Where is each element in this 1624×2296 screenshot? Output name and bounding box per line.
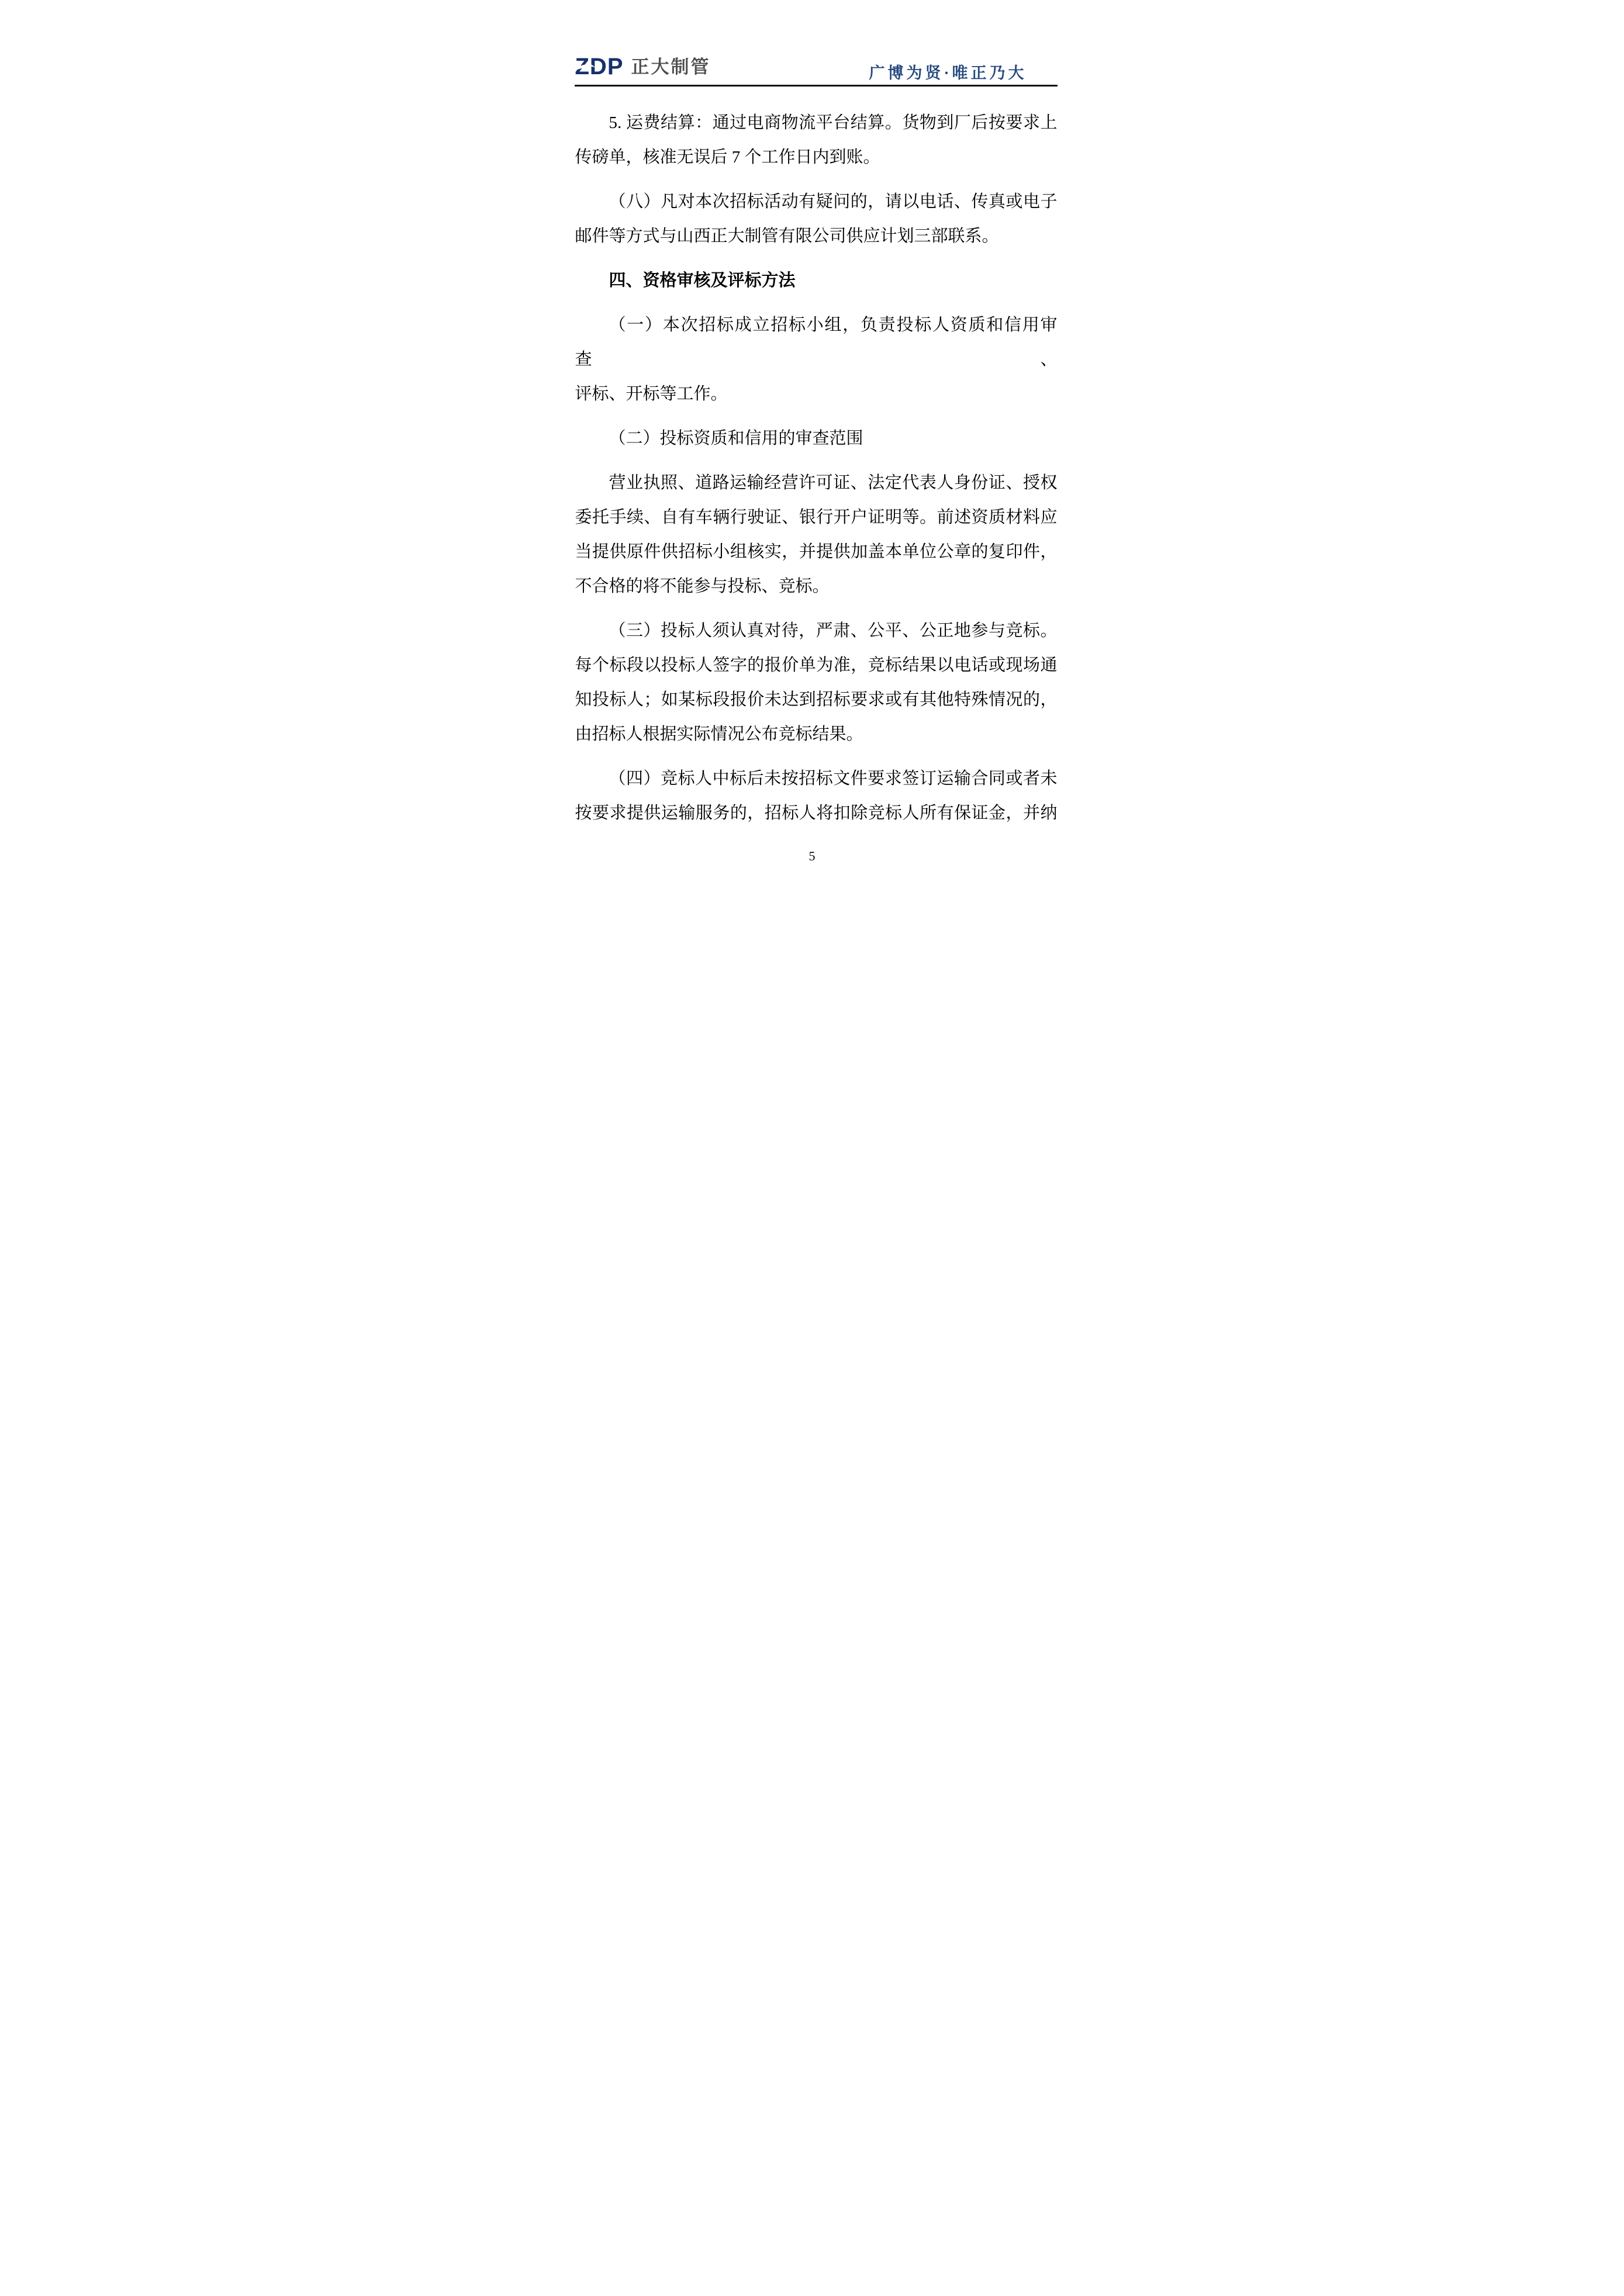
text-line: 每个标段以投标人签字的报价单为准，竞标结果以电话或现场通 xyxy=(575,656,1058,675)
text-line: 邮件等方式与山西正大制管有限公司供应计划三部联系。 xyxy=(575,227,999,245)
paragraph-bid-group xyxy=(575,308,1058,412)
text-line: （四）竞标人中标后未按招标文件要求签订运输合同或者未 xyxy=(609,769,1058,788)
text-line: （二）投标资质和信用的审查范围 xyxy=(609,429,863,448)
text-line: 评标、开标等工作。 xyxy=(575,385,728,403)
text-line: 知投标人；如某标段报价未达到招标要求或有其他特殊情况的， xyxy=(575,690,1058,709)
text-line: 5. 运费结算：通过电商物流平台结算。货物到厂后按要求上 xyxy=(609,113,1058,132)
paragraph-freight-settlement xyxy=(575,106,1058,175)
company-logo xyxy=(575,56,711,77)
paragraph-review-scope xyxy=(575,421,1058,456)
text-line: 按要求提供运输服务的，招标人将扣除竞标人所有保证金，并纳 xyxy=(575,804,1058,822)
section-heading-qualification-review xyxy=(575,264,1058,298)
header-slogan: 广博为贤·唯正乃大 xyxy=(869,64,1027,82)
header-divider xyxy=(575,85,1058,87)
text-line: 不合格的将不能参与投标、竞标。 xyxy=(575,577,830,596)
paragraph-contact-info xyxy=(575,185,1058,254)
text-line: 委托手续、自有车辆行驶证、银行开户证明等。前述资质材料应 xyxy=(575,508,1058,527)
text-line: （八）凡对本次招标活动有疑问的，请以电话、传真或电子 xyxy=(609,192,1058,211)
text-line: 营业执照、道路运输经营许可证、法定代表人身份证、授权 xyxy=(609,473,1058,492)
document-page xyxy=(488,0,1137,918)
page-number: 5 xyxy=(808,849,816,863)
text-line: （一）本次招标成立招标小组，负责投标人资质和信用审查、 xyxy=(575,316,1058,369)
text-line: 由招标人根据实际情况公布竞标结果。 xyxy=(575,725,863,744)
logo-company-name: 正大制管 xyxy=(631,56,711,77)
logo-zdp-text xyxy=(575,56,624,77)
section-heading-text: 四、资格审核及评标方法 xyxy=(609,271,796,290)
document-body xyxy=(575,106,1058,831)
paragraph-bid-conduct xyxy=(575,614,1058,752)
text-line: 传磅单，核准无误后 7 个工作日内到账。 xyxy=(575,148,880,167)
paragraph-breach-penalty xyxy=(575,762,1058,831)
text-line: （三）投标人须认真对待，严肃、公平、公正地参与竞标。 xyxy=(609,621,1058,640)
paragraph-qualification-documents xyxy=(575,466,1058,604)
logo-zdp-letters: ZDP xyxy=(575,54,624,79)
text-line: 当提供原件供招标小组核实，并提供加盖本单位公章的复印件， xyxy=(575,542,1058,561)
